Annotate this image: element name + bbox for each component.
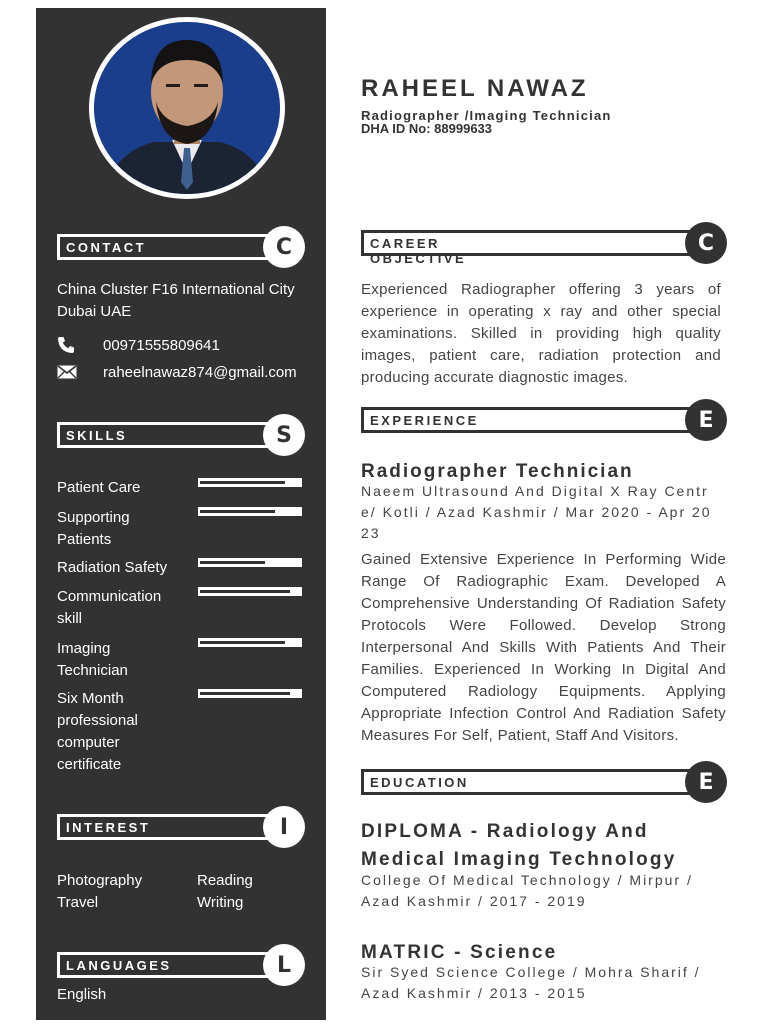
skill-level-fill xyxy=(200,510,275,513)
objective-letter-badge: C xyxy=(685,222,727,264)
languages-heading: LANGUAGES xyxy=(66,958,172,973)
skill-level-bar xyxy=(198,638,302,647)
education-meta: College Of Medical Technology / Mirpur / Azad Kashmir / 2017 - 2019 xyxy=(361,872,693,909)
job-title: Radiographer Technician xyxy=(361,461,634,482)
interest-letter-badge: I xyxy=(263,806,305,848)
skill-level-fill xyxy=(200,590,290,593)
candidate-subtitle xyxy=(361,109,612,135)
skill-level-bar xyxy=(198,587,302,596)
candidate-role: Radiographer /Imaging Technician xyxy=(361,108,612,123)
skill-level-fill xyxy=(200,481,285,484)
skill-label: Imaging Technician xyxy=(57,640,128,679)
skills-letter-badge: S xyxy=(263,414,305,456)
skill-label: Communication skill xyxy=(57,588,162,627)
skill-label: Six Month professional computer certificate xyxy=(57,690,138,773)
education-title: MATRIC - Science xyxy=(361,942,558,963)
email-address: raheelnawaz874@gmail.com xyxy=(103,364,297,381)
envelope-icon xyxy=(57,365,77,379)
interest-item: Photography xyxy=(57,872,143,889)
interest-item: Reading xyxy=(197,872,253,889)
education-title: DIPLOMA - Radiology And Medical Imaging Technology xyxy=(361,821,677,870)
phone-icon xyxy=(57,336,75,354)
contact-letter-badge: C xyxy=(263,226,305,268)
skill-level-fill xyxy=(200,641,285,644)
skill-level-bar xyxy=(198,478,302,487)
contact-heading: CONTACT xyxy=(66,240,147,255)
education-heading: EDUCATION xyxy=(370,775,469,790)
job-description: Gained Extensive Experience In Performing Wide Range Of Radiographic Exam. Developed A Comprehensive Understanding Of Radiation Safety Protocols Were Followed. Develop Strong Interpersonal And Skills With Patients And Their Families. Experienced In Working In Digital And Computered Radiology Equipments. Applying Appropriate Infection Control And Radiation Safety Measures For Self, Patient, Staff And Visitors. xyxy=(361,551,726,744)
skill-label: Radiation Safety xyxy=(57,559,168,576)
objective-text: Experienced Radiographer offering 3 years of experience in operating x ray and other special examinations. Skilled in providing high quality images, patient care, radiation protection and producing accurate diagnostic images. xyxy=(361,281,721,386)
phone-number: 00971555809641 xyxy=(103,337,220,354)
skill-level-bar xyxy=(198,558,302,567)
experience-letter-badge: E xyxy=(685,399,727,441)
job-meta: Naeem Ultrasound And Digital X Ray Centre/ Kotli / Azad Kashmir / Mar 2020 - Apr 2023 xyxy=(361,483,712,541)
license-id: DHA ID No: 88999633 xyxy=(361,121,493,136)
skill-label: Supporting Patients xyxy=(57,509,130,548)
interest-item: Travel xyxy=(57,894,99,911)
skill-label: Patient Care xyxy=(57,479,141,496)
interest-item: Writing xyxy=(197,894,244,911)
skill-level-fill xyxy=(200,692,290,695)
experience-heading: EXPERIENCE xyxy=(370,413,479,428)
skill-level-bar xyxy=(198,689,302,698)
profile-photo xyxy=(89,17,285,199)
interest-heading: INTEREST xyxy=(66,820,151,835)
education-letter-badge: E xyxy=(685,761,727,803)
education-meta: Sir Syed Science College / Mohra Sharif / Azad Kashmir / 2013 - 2015 xyxy=(361,964,701,1001)
address-line-2: Dubai UAE xyxy=(57,303,132,320)
language-item: English xyxy=(57,986,107,1003)
skill-level-fill xyxy=(200,561,265,564)
languages-letter-badge: L xyxy=(263,944,305,986)
candidate-name: RAHEEL NAWAZ xyxy=(361,75,589,102)
skill-level-bar xyxy=(198,507,302,516)
objective-heading: CAREER OBJECTIVE xyxy=(370,236,467,266)
skills-heading: SKILLS xyxy=(66,428,128,443)
address-line-1: China Cluster F16 International City xyxy=(57,281,295,298)
